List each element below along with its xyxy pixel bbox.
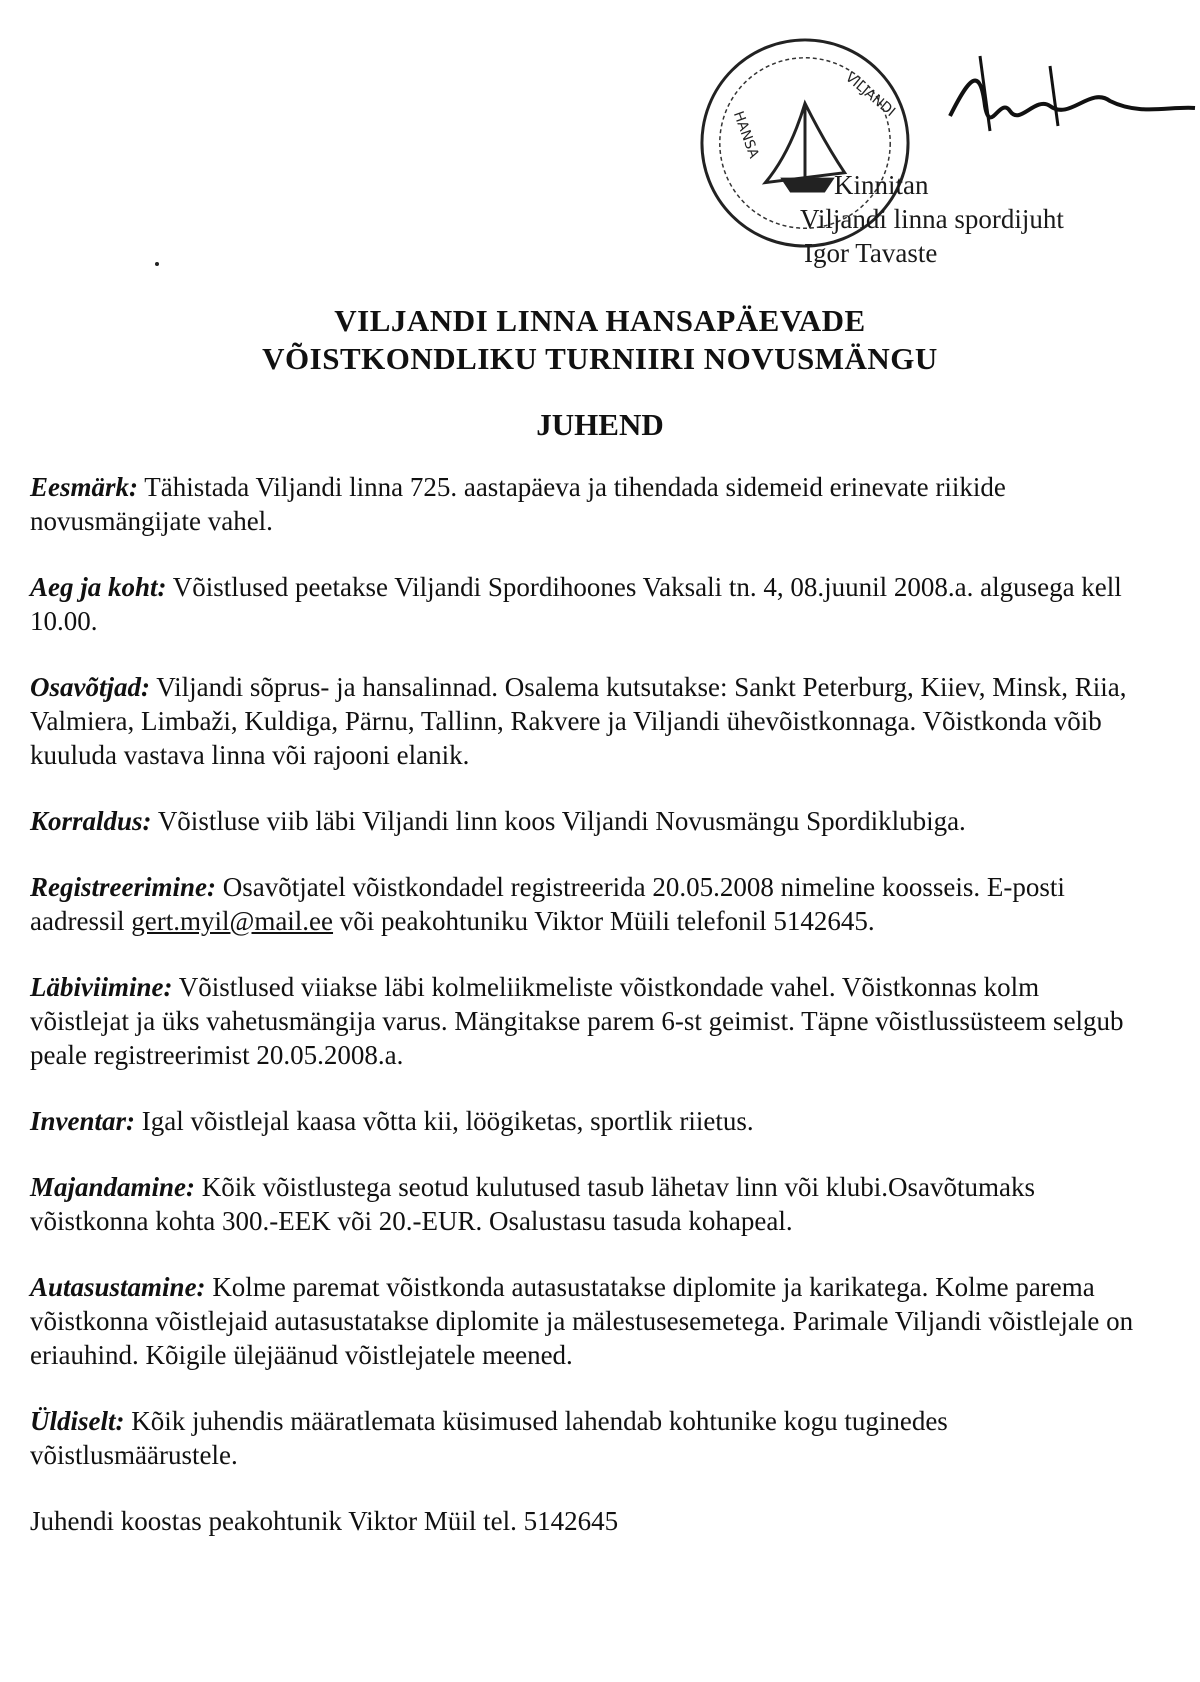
section-label: Inventar:: [30, 1106, 136, 1136]
section-text: Viljandi sõprus- ja hansalinnad. Osalema kutsutakse: Sankt Peterburg, Kiiev, Minsk, Riia, Valmiera, Limbaži, Kuldiga, Pärnu, Tallinn, Rakvere ja Viljandi ühevõistkonnaga. Võistkonda võib kuuluda vastava linna või rajooni elanik.: [30, 672, 1127, 770]
svg-text:VILJANDI: VILJANDI: [842, 69, 899, 121]
section-text: Võistlused viiakse läbi kolmeliikmeliste võistkondade vahel. Võistkonnas kolm võistlejat ja üks vahetusmängija varus. Mängitakse parem 6-st geimist. Täpne võistlussüsteem selgub peale registreerimist 20.05.2008.a.: [30, 972, 1124, 1070]
section-majandamine: [30, 1170, 1140, 1238]
section-text: Kõik juhendis määratlemata küsimused lahendab kohtunike kogu tuginedes võistlusmäärustele.: [30, 1406, 948, 1470]
section-registreerimine: [30, 870, 1140, 938]
section-labiviimine: [30, 970, 1140, 1072]
section-text: või peakohtuniku Viktor Müili telefonil 5142645.: [339, 906, 875, 936]
approval-text: [800, 168, 1064, 270]
section-uldiselt: [30, 1404, 1140, 1472]
section-label: Üldiselt:: [30, 1406, 125, 1436]
section-autasustamine: [30, 1270, 1140, 1372]
section-label: Autasustamine:: [30, 1272, 206, 1302]
section-label: Läbiviimine:: [30, 972, 173, 1002]
section-korraldus: [30, 804, 1140, 838]
section-text: Kõik võistlustega seotud kulutused tasub lähetav linn või klubi.Osavõtumaks võistkonna kohta 300.-EEK või 20.-EUR. Osalustasu tasuda kohapeal.: [30, 1172, 1035, 1236]
email-link[interactable]: gert.myil@mail.ee: [131, 906, 334, 936]
footer-compiler: Juhendi koostas peakohtunik Viktor Müil tel. 5142645: [30, 1506, 619, 1536]
section-text: Võistlused peetakse Viljandi Spordihoones Vaksali tn. 4, 08.juunil 2008.a. algusega kell 10.00.: [30, 572, 1122, 636]
document-title: VILJANDI LINNA HANSAPÄEVADE VÕISTKONDLIKU TURNIIRI NOVUSMÄNGU: [262, 303, 938, 376]
approval-block: [690, 28, 1190, 268]
section-eesmark: [30, 470, 1140, 538]
section-aeg-ja-koht: [30, 570, 1140, 638]
approval-line-2: Viljandi linna spordijuht: [800, 204, 1064, 234]
section-text: Osavõtjatel võistkondadel registreerida 20.05.2008 nimeline koosseis. E-posti aadressil: [30, 872, 1065, 936]
section-label: Majandamine:: [30, 1172, 196, 1202]
section-label: Osavõtjad:: [30, 672, 150, 702]
section-label: Aeg ja koht:: [30, 572, 167, 602]
approval-line-3: Igor Tavaste: [804, 238, 938, 268]
section-text: Igal võistlejal kaasa võtta kii, löögiketas, sportlik riietus.: [141, 1106, 754, 1136]
signature: [940, 36, 1200, 166]
document-subtitle: JUHEND: [536, 407, 664, 442]
section-osavotjad: [30, 670, 1140, 772]
section-inventar: [30, 1104, 1140, 1138]
section-label: Eesmärk:: [30, 472, 138, 502]
stray-dot: [155, 262, 159, 266]
section-label: Registreerimine:: [30, 872, 216, 902]
section-text: Tähistada Viljandi linna 725. aastapäeva ja tihendada sidemeid erinevate riikide novusmängijate vahel.: [30, 472, 1006, 536]
section-label: Korraldus:: [30, 806, 152, 836]
svg-text:HANSA: HANSA: [729, 109, 762, 161]
section-text: Võistluse viib läbi Viljandi linn koos Viljandi Novusmängu Spordiklubiga.: [157, 806, 966, 836]
sections: [30, 470, 1140, 1538]
approval-line-1: Kinnitan: [834, 170, 929, 200]
section-text: Kolme paremat võistkonda autasustatakse diplomite ja karikatega. Kolme parema võistkonna võistlejaid autasustatakse diplomite ja mälestusesemetega. Parimale Viljandi võistlejale on eriauhind. Kõigile ülejäänud võistlejatele meened.: [30, 1272, 1134, 1370]
